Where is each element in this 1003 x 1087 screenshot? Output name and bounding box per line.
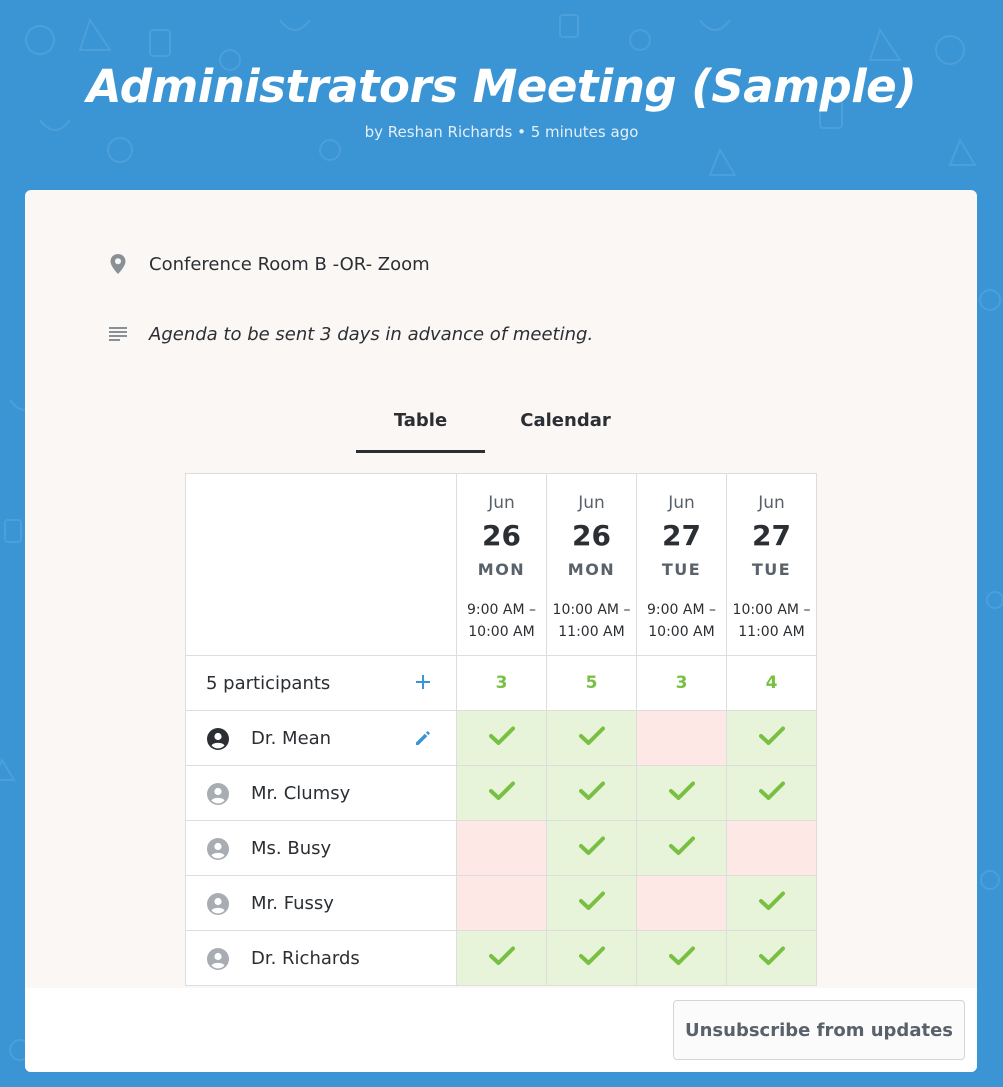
check-icon <box>579 951 605 970</box>
avatar-icon <box>206 947 230 971</box>
header-blank-cell <box>186 474 457 656</box>
option-weekday: TUE <box>661 560 702 579</box>
vote-yes-cell <box>457 931 547 986</box>
check-icon <box>579 896 605 915</box>
check-icon <box>669 786 695 805</box>
participant-name-cell <box>186 876 457 931</box>
option-tally: 5 <box>547 656 637 711</box>
option-header <box>457 474 547 656</box>
poll-table <box>185 473 817 986</box>
participant-name-cell <box>186 766 457 821</box>
option-time-end: 11:00 AM <box>738 624 805 640</box>
option-weekday: MON <box>567 560 616 579</box>
option-time-start: 10:00 AM – <box>552 602 631 618</box>
option-time-start: 9:00 AM – <box>647 602 716 618</box>
check-icon <box>759 786 785 805</box>
vote-yes-cell <box>727 876 817 931</box>
options-header-row <box>186 474 817 656</box>
vote-yes-cell <box>727 931 817 986</box>
participant-name: Dr. Richards <box>251 947 360 969</box>
page-title: Administrators Meeting (Sample) <box>86 60 917 113</box>
vote-yes-cell <box>637 766 727 821</box>
vote-yes-cell <box>547 766 637 821</box>
vote-yes-cell <box>547 876 637 931</box>
participant-rows <box>186 711 817 986</box>
check-icon <box>489 951 515 970</box>
option-tally: 3 <box>457 656 547 711</box>
check-icon <box>669 951 695 970</box>
avatar-icon <box>206 727 230 751</box>
view-tabs <box>356 403 638 453</box>
vote-yes-cell <box>547 711 637 766</box>
option-time-start: 10:00 AM – <box>732 602 811 618</box>
participant-name-cell <box>186 931 457 986</box>
option-time-end: 10:00 AM <box>468 624 535 640</box>
vote-yes-cell <box>637 931 727 986</box>
option-time <box>637 599 726 643</box>
vote-no-cell <box>727 821 817 876</box>
notes-text: Agenda to be sent 3 days in advance of meeting. <box>149 323 594 345</box>
option-month: Jun <box>668 493 695 513</box>
check-icon <box>579 841 605 860</box>
option-tally: 4 <box>727 656 817 711</box>
option-day: 26 <box>572 519 611 552</box>
participant-row <box>186 821 817 876</box>
check-icon <box>489 731 515 750</box>
vote-no-cell <box>637 711 727 766</box>
unsubscribe-button[interactable]: Unsubscribe from updates <box>673 1000 965 1060</box>
option-time-end: 11:00 AM <box>558 624 625 640</box>
participant-name: Mr. Fussy <box>251 892 334 914</box>
option-tally: 3 <box>637 656 727 711</box>
page-header <box>0 60 1003 141</box>
participant-count: 5 participants <box>206 672 331 694</box>
participant-name-cell <box>186 711 457 766</box>
option-day: 27 <box>662 519 701 552</box>
notes-row <box>107 323 593 345</box>
check-icon <box>759 951 785 970</box>
vote-yes-cell <box>457 711 547 766</box>
footer-bar <box>25 988 977 1072</box>
poll-card <box>25 190 977 1072</box>
location-text: Conference Room B -OR- Zoom <box>149 253 430 275</box>
option-time <box>457 599 546 643</box>
check-icon <box>579 731 605 750</box>
map-pin-icon <box>107 253 129 275</box>
participant-row <box>186 711 817 766</box>
option-header <box>727 474 817 656</box>
option-time <box>727 599 816 643</box>
check-icon <box>579 786 605 805</box>
participant-name-cell <box>186 821 457 876</box>
vote-yes-cell <box>547 821 637 876</box>
vote-yes-cell <box>637 821 727 876</box>
option-time <box>547 599 636 643</box>
notes-icon <box>107 323 129 345</box>
check-icon <box>489 786 515 805</box>
participant-name: Ms. Busy <box>251 837 332 859</box>
option-day: 26 <box>482 519 521 552</box>
option-month: Jun <box>758 493 785 513</box>
vote-yes-cell <box>457 766 547 821</box>
option-month: Jun <box>578 493 605 513</box>
avatar-icon <box>206 892 230 916</box>
participant-name: Dr. Mean <box>251 727 332 749</box>
plus-icon <box>416 675 430 689</box>
participant-name: Mr. Clumsy <box>251 782 351 804</box>
check-icon <box>759 896 785 915</box>
participant-row <box>186 876 817 931</box>
vote-no-cell <box>637 876 727 931</box>
option-time-start: 9:00 AM – <box>467 602 536 618</box>
vote-yes-cell <box>727 711 817 766</box>
option-header <box>637 474 727 656</box>
check-icon <box>759 731 785 750</box>
location-row <box>107 253 430 275</box>
vote-yes-cell <box>547 931 637 986</box>
participant-row <box>186 931 817 986</box>
option-header <box>547 474 637 656</box>
edit-pencil-icon[interactable] <box>414 729 432 747</box>
byline: by Reshan Richards • 5 minutes ago <box>364 123 639 141</box>
check-icon <box>669 841 695 860</box>
vote-no-cell <box>457 821 547 876</box>
option-weekday: TUE <box>751 560 792 579</box>
avatar-icon <box>206 782 230 806</box>
tally-row <box>186 656 817 711</box>
vote-yes-cell <box>727 766 817 821</box>
tab-calendar[interactable]: Calendar <box>520 410 611 431</box>
option-month: Jun <box>488 493 515 513</box>
participant-count-cell <box>186 656 457 711</box>
vote-no-cell <box>457 876 547 931</box>
participant-row <box>186 766 817 821</box>
add-participant-button[interactable] <box>416 670 430 695</box>
option-time-end: 10:00 AM <box>648 624 715 640</box>
avatar-icon <box>206 837 230 861</box>
option-weekday: MON <box>477 560 526 579</box>
tab-table[interactable]: Table <box>356 403 485 453</box>
option-day: 27 <box>752 519 791 552</box>
